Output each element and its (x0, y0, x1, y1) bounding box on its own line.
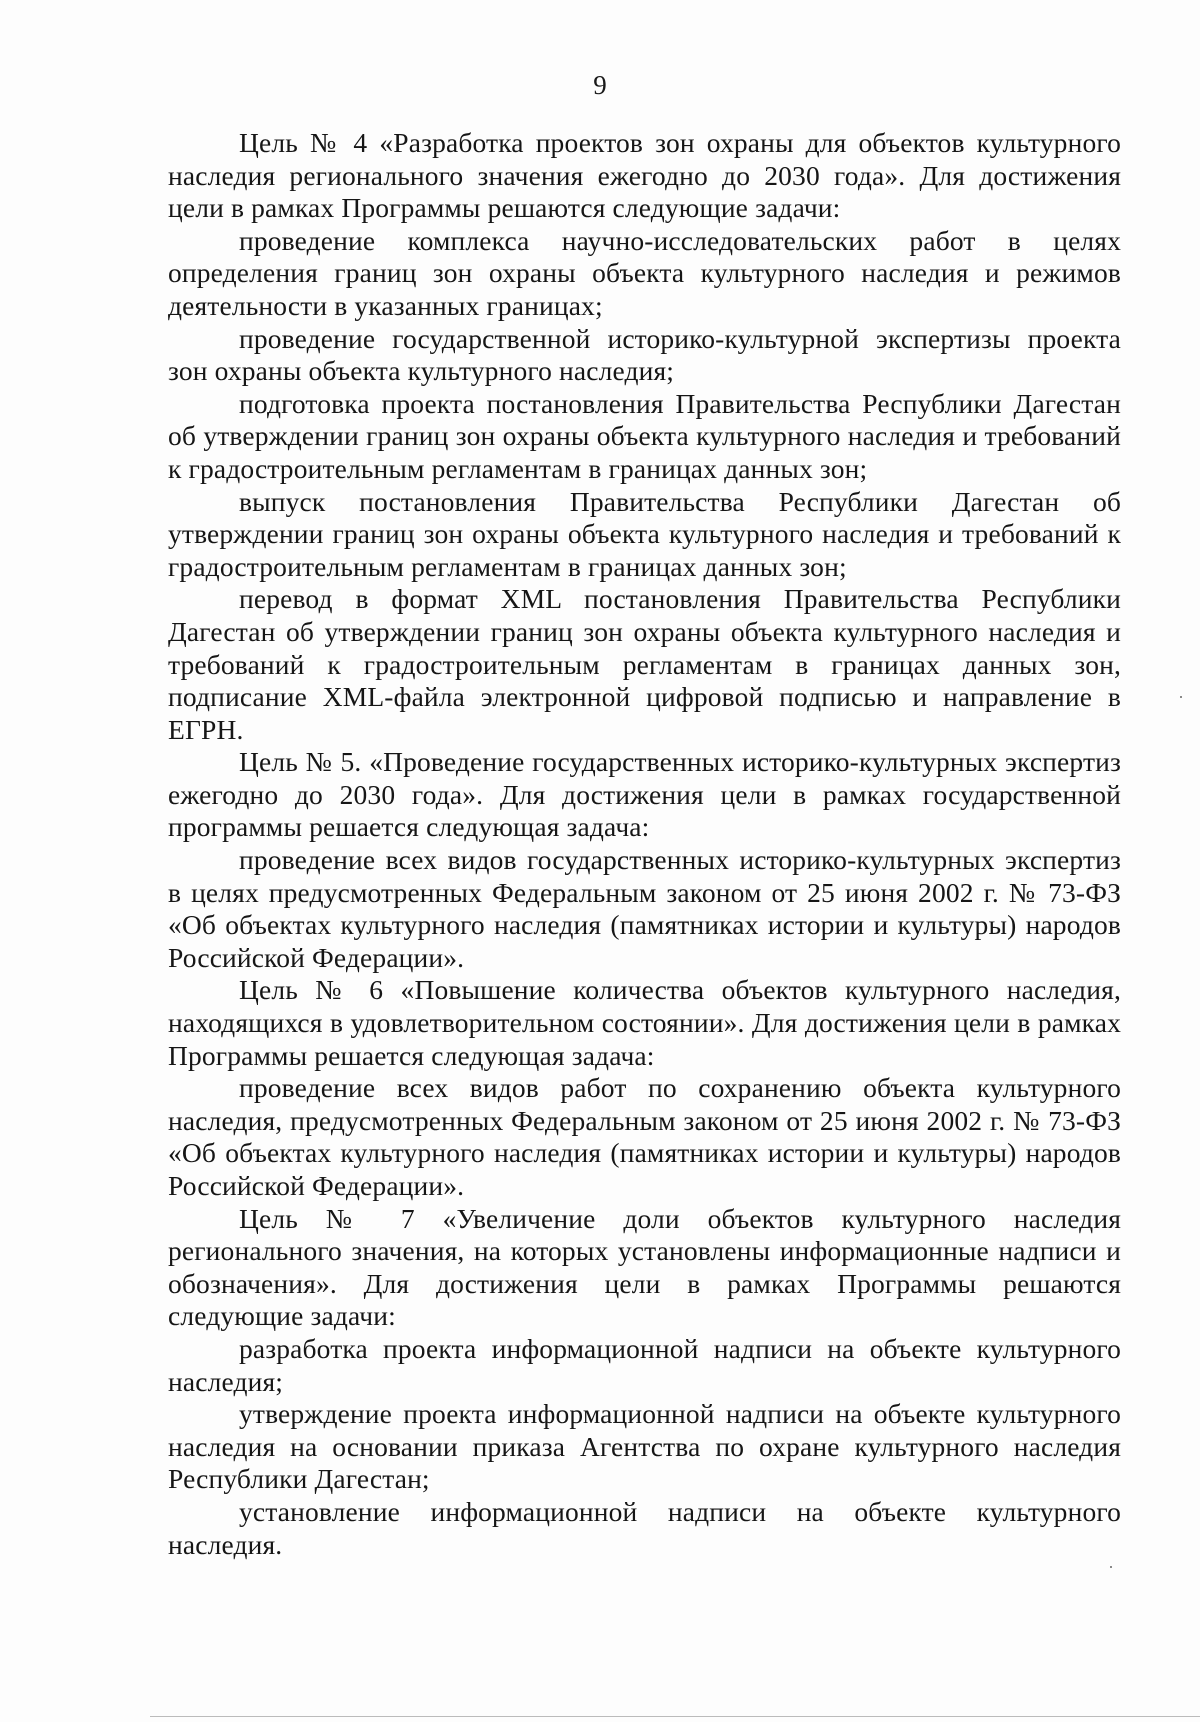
task-inscription-design-paragraph: разработка проекта информационной надписи на объекте культурного наследия; (168, 1332, 1121, 1397)
task-preservation-works-paragraph: проведение всех видов работ по сохранению объекта культурного наследия, предусмотренных Федеральным законом от 25 июня 2002 г. № 73-ФЗ «Об объектах культурного наследия (памятниках истории и культуры) народов Российской Федерации». (168, 1072, 1121, 1201)
task-inscription-installation-paragraph: установление информационной надписи на объекте культурного наследия. (168, 1495, 1121, 1560)
goal-4-paragraph: Цель № 4 «Разработка проектов зон охраны для объектов культурного наследия регионального значения ежегодно до 2030 года». Для достижения цели в рамках Программы решаются следующие задачи: (168, 127, 1121, 224)
document-body (168, 127, 1121, 1561)
task-issue-resolution-paragraph: выпуск постановления Правительства Республики Дагестан об утверждении границ зон охраны объекта культурного наследия и требований к градостроительным регламентам в границах данных зон; (168, 485, 1121, 582)
goal-6-paragraph: Цель № 6 «Повышение количества объектов культурного наследия, находящихся в удовлетворительном состоянии». Для достижения цели в рамках Программы решается следующая задача: (168, 974, 1121, 1071)
task-all-expertises-paragraph: проведение всех видов государственных историко-культурных экспертиз в целях предусмотренных Федеральным законом от 25 июня 2002 г. № 73-ФЗ «Об объектах культурного наследия (памятниках истории и культуры) народов Российской Федерации». (168, 844, 1121, 973)
goal-5-paragraph: Цель № 5. «Проведение государственных историко-культурных экспертиз ежегодно до 2030 года». Для достижения цели в рамках государственной программы решается следующая задача: (168, 746, 1121, 843)
scan-bottom-edge (150, 1716, 1200, 1717)
goal-7-paragraph: Цель № 7 «Увеличение доли объектов культурного наследия регионального значения, на которых установлены информационные надписи и обозначения». Для достижения цели в рамках Программы решаются следующие задачи: (168, 1202, 1121, 1332)
task-research-paragraph: проведение комплекса научно-исследовательских работ в целях определения границ зон охраны объекта культурного наследия и режимов деятельности в указанных границах; (168, 224, 1121, 321)
task-draft-resolution-paragraph: подготовка проекта постановления Правительства Республики Дагестан об утверждении границ зон охраны объекта культурного наследия и требований к градостроительным регламентам в границах данных зон; (168, 387, 1121, 484)
scan-speck (1110, 1566, 1112, 1568)
task-expertise-paragraph: проведение государственной историко-культурной экспертизы проекта зон охраны объекта культурного наследия; (168, 322, 1121, 387)
scan-speck (1180, 696, 1182, 698)
task-inscription-approval-paragraph: утверждение проекта информационной надписи на объекте культурного наследия на основании приказа Агентства по охране культурного наследия Республики Дагестан; (168, 1398, 1121, 1495)
task-xml-conversion-paragraph: перевод в формат XML постановления Правительства Республики Дагестан об утверждении границ зон охраны объекта культурного наследия и требований к градостроительным регламентам в границах данных зон, подписание XML-файла электронной цифровой подписью и направление в ЕГРН. (168, 583, 1121, 745)
page-number: 9 (593, 70, 607, 100)
